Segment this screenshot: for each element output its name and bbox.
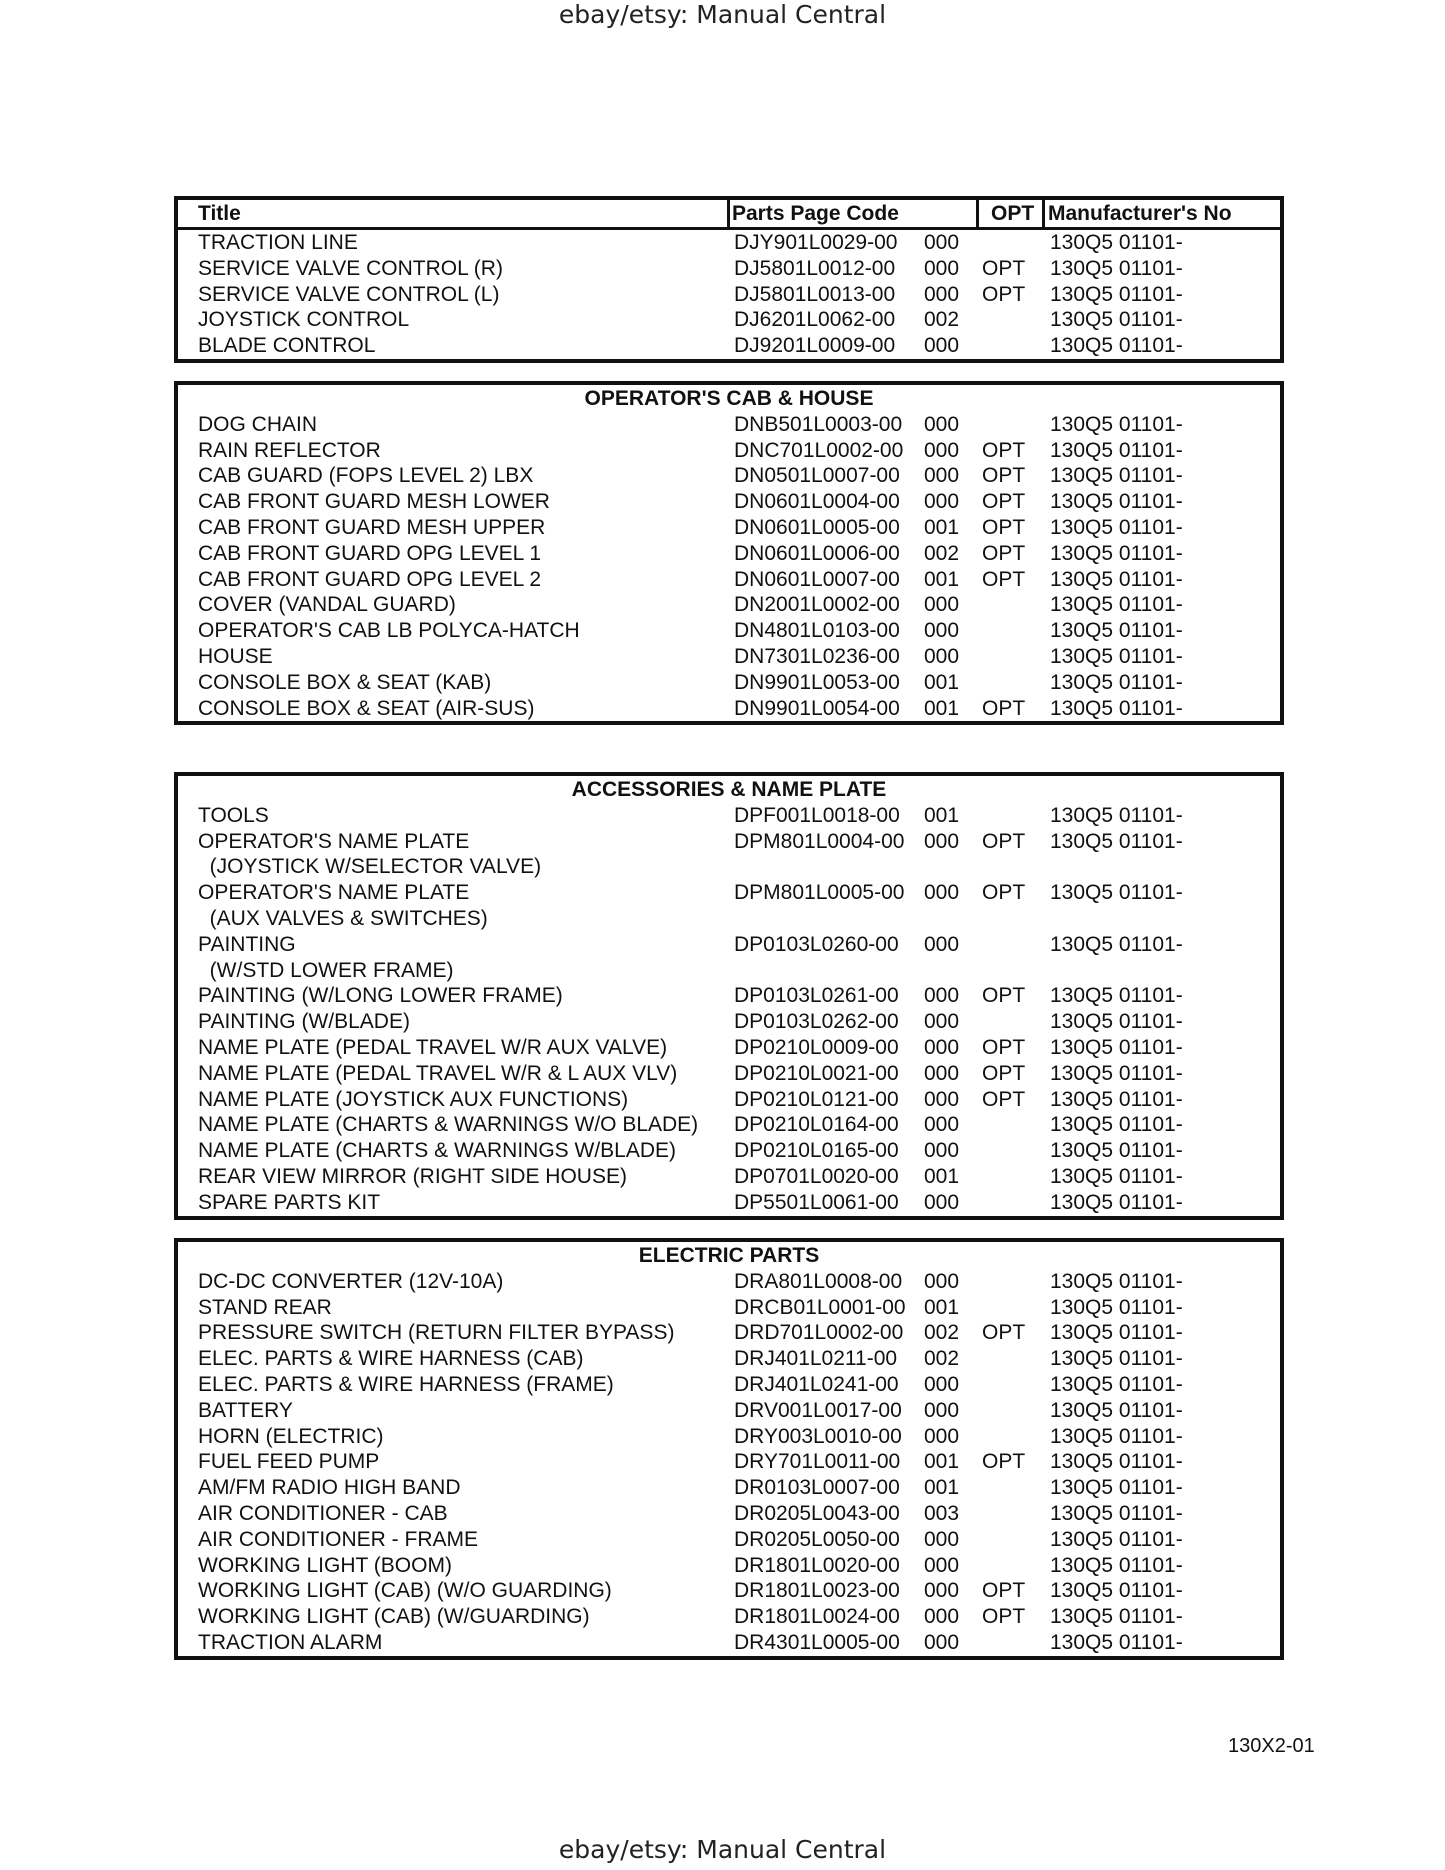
manufacturer-no: 130Q5 01101-: [1050, 1553, 1183, 1577]
opt-flag: OPT: [982, 1605, 1026, 1629]
table-row: [178, 463, 1280, 489]
part-title: PAINTING (W/BLADE): [198, 1010, 410, 1034]
part-code: DR1801L0023-00: [734, 1579, 900, 1603]
page-code: 000: [924, 1579, 960, 1603]
part-title: TOOLS: [198, 803, 269, 827]
column-mfr: Manufacturer's No: [1048, 202, 1232, 225]
table-row: [178, 1164, 1280, 1190]
manufacturer-no: 130Q5 01101-: [1050, 1605, 1183, 1629]
opt-flag: OPT: [982, 1061, 1026, 1085]
part-title: SERVICE VALVE CONTROL (R): [198, 256, 503, 280]
part-title: PAINTING: [198, 932, 296, 956]
column-opt: OPT: [991, 202, 1035, 225]
table-row: [178, 541, 1280, 567]
page-code: 000: [924, 490, 960, 514]
part-title: WORKING LIGHT (BOOM): [198, 1553, 452, 1577]
table-row: [178, 567, 1280, 593]
page-code: 000: [924, 438, 960, 462]
page-code: 000: [924, 1372, 960, 1396]
manufacturer-no: 130Q5 01101-: [1050, 803, 1183, 827]
manufacturer-no: 130Q5 01101-: [1050, 1450, 1183, 1474]
parts-table-cab-house: [174, 381, 1284, 725]
part-code: DRJ401L0241-00: [734, 1372, 899, 1396]
part-title: OPERATOR'S NAME PLATE: [198, 829, 470, 853]
section-title: ELECTRIC PARTS: [638, 1244, 820, 1267]
table-row: [178, 1424, 1280, 1450]
part-title: TRACTION ALARM: [198, 1630, 383, 1654]
page-code: 000: [924, 231, 960, 254]
table-row: [178, 412, 1280, 438]
part-code: DRA801L0008-00: [734, 1269, 903, 1293]
part-code: DPM801L0005-00: [734, 881, 905, 905]
manufacturer-no: 130Q5 01101-: [1050, 984, 1183, 1008]
manufacturer-no: 130Q5 01101-: [1050, 1476, 1183, 1500]
page-code: 001: [924, 696, 960, 720]
manufacturer-no: 130Q5 01101-: [1050, 1269, 1183, 1293]
part-title: DC-DC CONVERTER (12V-10A): [198, 1269, 504, 1293]
page-code: 000: [924, 334, 960, 358]
part-title: NAME PLATE (PEDAL TRAVEL W/R & L AUX VLV): [198, 1061, 678, 1085]
part-code: DN9901L0054-00: [734, 696, 900, 720]
table-row: [178, 1372, 1280, 1398]
part-code: DN7301L0236-00: [734, 644, 900, 668]
part-code: DN2001L0002-00: [734, 593, 900, 617]
part-code: DJ5801L0013-00: [734, 282, 896, 306]
page-code: 000: [924, 1269, 960, 1293]
opt-flag: OPT: [982, 1087, 1026, 1111]
table-row: [178, 230, 1280, 256]
manufacturer-no: 130Q5 01101-: [1050, 1035, 1183, 1059]
table-row: [178, 1449, 1280, 1475]
opt-flag: OPT: [982, 881, 1026, 905]
part-title: CONSOLE BOX & SEAT (KAB): [198, 670, 492, 694]
manufacturer-no: 130Q5 01101-: [1050, 1295, 1183, 1319]
table-row: [178, 1604, 1280, 1630]
part-code: DJ6201L0062-00: [734, 308, 896, 332]
manufacturer-no: 130Q5 01101-: [1050, 515, 1183, 539]
table-row: [178, 1112, 1280, 1138]
page-code: 000: [924, 1424, 960, 1448]
page-code: 000: [924, 1061, 960, 1085]
page-code: 000: [924, 1035, 960, 1059]
page-code: 002: [924, 541, 960, 565]
part-code: DR1801L0020-00: [734, 1553, 900, 1577]
page-code: 001: [924, 670, 960, 694]
table-row: [178, 803, 1280, 829]
table-row: [178, 1009, 1280, 1035]
table-row: [178, 829, 1280, 855]
table-row: [178, 1578, 1280, 1604]
table-row: [178, 854, 1280, 880]
page-code: 000: [924, 1010, 960, 1034]
part-title: PAINTING (W/LONG LOWER FRAME): [198, 984, 563, 1008]
page-code: 000: [924, 1630, 960, 1654]
table-row: [178, 1398, 1280, 1424]
part-title: JOYSTICK CONTROL: [198, 308, 410, 332]
part-title: CAB FRONT GUARD MESH UPPER: [198, 515, 546, 539]
part-title: ELEC. PARTS & WIRE HARNESS (CAB): [198, 1347, 584, 1371]
table-row: [178, 1501, 1280, 1527]
opt-flag: OPT: [982, 438, 1026, 462]
table-row: [178, 932, 1280, 958]
part-code: DRJ401L0211-00: [734, 1347, 898, 1371]
manufacturer-no: 130Q5 01101-: [1050, 696, 1183, 720]
part-title: TRACTION LINE: [198, 231, 358, 254]
table-row: [178, 333, 1280, 359]
part-code: DP0210L0165-00: [734, 1139, 899, 1163]
page-code: 000: [924, 984, 960, 1008]
manufacturer-no: 130Q5 01101-: [1050, 1061, 1183, 1085]
page-code: 000: [924, 1190, 960, 1214]
page-code: 000: [924, 1087, 960, 1111]
manufacturer-no: 130Q5 01101-: [1050, 593, 1183, 617]
table-row: [178, 489, 1280, 515]
manufacturer-no: 130Q5 01101-: [1050, 1347, 1183, 1371]
part-code: DN4801L0103-00: [734, 619, 900, 643]
part-title: HOUSE: [198, 644, 273, 668]
manufacturer-no: 130Q5 01101-: [1050, 231, 1183, 254]
part-title: BLADE CONTROL: [198, 334, 376, 358]
part-code: DNB501L0003-00: [734, 412, 903, 436]
part-title: OPERATOR'S CAB LB POLYCA-HATCH: [198, 619, 580, 643]
opt-flag: OPT: [982, 515, 1026, 539]
manufacturer-no: 130Q5 01101-: [1050, 282, 1183, 306]
part-title: NAME PLATE (CHARTS & WARNINGS W/BLADE): [198, 1139, 677, 1163]
part-code: DJ5801L0012-00: [734, 256, 896, 280]
page-number: 130X2-01: [1228, 1735, 1315, 1757]
opt-flag: OPT: [982, 829, 1026, 853]
part-code: DP0701L0020-00: [734, 1164, 899, 1188]
table-row: [178, 1087, 1280, 1113]
page-code: 000: [924, 619, 960, 643]
part-title: OPERATOR'S NAME PLATE: [198, 881, 470, 905]
manufacturer-no: 130Q5 01101-: [1050, 1113, 1183, 1137]
part-title: SERVICE VALVE CONTROL (L): [198, 282, 500, 306]
page-code: 000: [924, 1553, 960, 1577]
page-code: 000: [924, 1398, 960, 1422]
table-row: [178, 282, 1280, 308]
page-code: 002: [924, 1321, 960, 1345]
page-code: 000: [924, 464, 960, 488]
opt-flag: OPT: [982, 1035, 1026, 1059]
section-title: OPERATOR'S CAB & HOUSE: [584, 387, 874, 410]
manufacturer-no: 130Q5 01101-: [1050, 829, 1183, 853]
manufacturer-no: 130Q5 01101-: [1050, 1579, 1183, 1603]
manufacturer-no: 130Q5 01101-: [1050, 1398, 1183, 1422]
manufacturer-no: 130Q5 01101-: [1050, 1501, 1183, 1525]
part-title: HORN (ELECTRIC): [198, 1424, 384, 1448]
manufacturer-no: 130Q5 01101-: [1050, 1164, 1183, 1188]
manufacturer-no: 130Q5 01101-: [1050, 1372, 1183, 1396]
table-row: [178, 670, 1280, 696]
part-code: DR4301L0005-00: [734, 1630, 900, 1654]
part-title: (AUX VALVES & SWITCHES): [198, 906, 488, 930]
part-code: DN0501L0007-00: [734, 464, 900, 488]
part-code: DP0210L0009-00: [734, 1035, 899, 1059]
opt-flag: OPT: [982, 567, 1026, 591]
table-row: [178, 1269, 1280, 1295]
manufacturer-no: 130Q5 01101-: [1050, 438, 1183, 462]
page-code: 000: [924, 1527, 960, 1551]
table-row: [178, 906, 1280, 932]
part-title: FUEL FEED PUMP: [198, 1450, 380, 1474]
opt-flag: OPT: [982, 256, 1026, 280]
table-row: [178, 592, 1280, 618]
page-code: 001: [924, 803, 960, 827]
part-title: AIR CONDITIONER - FRAME: [198, 1527, 479, 1551]
part-title: COVER (VANDAL GUARD): [198, 593, 456, 617]
manufacturer-no: 130Q5 01101-: [1050, 1424, 1183, 1448]
part-code: DR0205L0050-00: [734, 1527, 900, 1551]
table-row: [178, 307, 1280, 333]
part-code: DP0210L0164-00: [734, 1113, 899, 1137]
opt-flag: OPT: [982, 282, 1026, 306]
page-code: 000: [924, 881, 960, 905]
column-title: Title: [198, 202, 241, 225]
part-code: DN9901L0053-00: [734, 670, 900, 694]
part-code: DR1801L0024-00: [734, 1605, 900, 1629]
opt-flag: OPT: [982, 696, 1026, 720]
part-code: DP0210L0021-00: [734, 1061, 899, 1085]
table-row: [178, 438, 1280, 464]
opt-flag: OPT: [982, 464, 1026, 488]
page-code: 000: [924, 932, 960, 956]
table-row: [178, 1035, 1280, 1061]
part-code: DRCB01L0001-00: [734, 1295, 906, 1319]
manufacturer-no: 130Q5 01101-: [1050, 1630, 1183, 1654]
manufacturer-no: 130Q5 01101-: [1050, 334, 1183, 358]
page-code: 001: [924, 1295, 960, 1319]
part-code: DPF001L0018-00: [734, 803, 900, 827]
manufacturer-no: 130Q5 01101-: [1050, 881, 1183, 905]
page-code: 001: [924, 1164, 960, 1188]
part-title: CONSOLE BOX & SEAT (AIR-SUS): [198, 696, 535, 720]
part-title: (JOYSTICK W/SELECTOR VALVE): [198, 855, 542, 879]
manufacturer-no: 130Q5 01101-: [1050, 464, 1183, 488]
page-code: 001: [924, 515, 960, 539]
part-title: WORKING LIGHT (CAB) (W/GUARDING): [198, 1605, 590, 1629]
manufacturer-no: 130Q5 01101-: [1050, 644, 1183, 668]
table-row: [178, 1630, 1280, 1656]
manufacturer-no: 130Q5 01101-: [1050, 670, 1183, 694]
opt-flag: OPT: [982, 984, 1026, 1008]
section-title: ACCESSORIES & NAME PLATE: [571, 778, 887, 801]
manufacturer-no: 130Q5 01101-: [1050, 1527, 1183, 1551]
part-code: DP0210L0121-00: [734, 1087, 899, 1111]
table-row: [178, 958, 1280, 984]
manufacturer-no: 130Q5 01101-: [1050, 1190, 1183, 1214]
page-code: 000: [924, 593, 960, 617]
part-code: DP0103L0261-00: [734, 984, 899, 1008]
column-code: Parts Page Code: [732, 202, 899, 225]
opt-flag: OPT: [982, 541, 1026, 565]
table-row: [178, 515, 1280, 541]
manufacturer-no: 130Q5 01101-: [1050, 308, 1183, 332]
part-title: BATTERY: [198, 1398, 293, 1422]
part-title: CAB GUARD (FOPS LEVEL 2) LBX: [198, 464, 534, 488]
opt-flag: OPT: [982, 1579, 1026, 1603]
part-code: DR0205L0043-00: [734, 1501, 900, 1525]
page-code: 000: [924, 644, 960, 668]
table-row: [178, 1346, 1280, 1372]
manufacturer-no: 130Q5 01101-: [1050, 1087, 1183, 1111]
table-row: [178, 880, 1280, 906]
page-code: 001: [924, 567, 960, 591]
table-row: [178, 696, 1280, 722]
manufacturer-no: 130Q5 01101-: [1050, 256, 1183, 280]
page-code: 003: [924, 1501, 960, 1525]
manufacturer-no: 130Q5 01101-: [1050, 932, 1183, 956]
part-title: WORKING LIGHT (CAB) (W/O GUARDING): [198, 1579, 612, 1603]
manufacturer-no: 130Q5 01101-: [1050, 1321, 1183, 1345]
part-code: DR0103L0007-00: [734, 1476, 900, 1500]
part-title: (W/STD LOWER FRAME): [198, 958, 454, 982]
part-code: DP0103L0260-00: [734, 932, 899, 956]
part-code: DP0103L0262-00: [734, 1010, 899, 1034]
manufacturer-no: 130Q5 01101-: [1050, 619, 1183, 643]
part-code: DNC701L0002-00: [734, 438, 904, 462]
table-row: [178, 1295, 1280, 1321]
part-title: PRESSURE SWITCH (RETURN FILTER BYPASS): [198, 1321, 675, 1345]
part-code: DPM801L0004-00: [734, 829, 905, 853]
part-title: NAME PLATE (CHARTS & WARNINGS W/O BLADE): [198, 1113, 699, 1137]
part-title: STAND REAR: [198, 1295, 332, 1319]
part-title: SPARE PARTS KIT: [198, 1190, 381, 1214]
part-code: DN0601L0005-00: [734, 515, 900, 539]
part-title: REAR VIEW MIRROR (RIGHT SIDE HOUSE): [198, 1164, 627, 1188]
part-code: DJ9201L0009-00: [734, 334, 896, 358]
part-title: DOG CHAIN: [198, 412, 318, 436]
part-code: DRY003L0010-00: [734, 1424, 902, 1448]
parts-table-accessories: [174, 772, 1284, 1220]
watermark-top: ebay/etsy: Manual Central: [558, 0, 887, 29]
table-row: [178, 644, 1280, 670]
page-code: 002: [924, 308, 960, 332]
page-code: 000: [924, 256, 960, 280]
part-code: DN0601L0004-00: [734, 490, 900, 514]
parts-table-electric: [174, 1238, 1284, 1660]
part-code: DRD701L0002-00: [734, 1321, 904, 1345]
page-code: 001: [924, 1450, 960, 1474]
column-header: [178, 200, 1280, 230]
manufacturer-no: 130Q5 01101-: [1050, 1139, 1183, 1163]
table-row: [178, 1061, 1280, 1087]
part-code: DN0601L0007-00: [734, 567, 900, 591]
parts-table-general: [174, 196, 1284, 363]
manufacturer-no: 130Q5 01101-: [1050, 490, 1183, 514]
manufacturer-no: 130Q5 01101-: [1050, 412, 1183, 436]
opt-flag: OPT: [982, 1450, 1026, 1474]
part-code: DRV001L0017-00: [734, 1398, 902, 1422]
manufacturer-no: 130Q5 01101-: [1050, 1010, 1183, 1034]
part-code: DP5501L0061-00: [734, 1190, 899, 1214]
table-row: [178, 983, 1280, 1009]
table-row: [178, 618, 1280, 644]
page-code: 000: [924, 412, 960, 436]
part-code: DN0601L0006-00: [734, 541, 900, 565]
table-row: [178, 1475, 1280, 1501]
part-title: AM/FM RADIO HIGH BAND: [198, 1476, 461, 1500]
page-code: 000: [924, 282, 960, 306]
opt-flag: OPT: [982, 1321, 1026, 1345]
part-title: CAB FRONT GUARD OPG LEVEL 2: [198, 567, 542, 591]
page-code: 001: [924, 1476, 960, 1500]
manufacturer-no: 130Q5 01101-: [1050, 567, 1183, 591]
table-row: [178, 1190, 1280, 1216]
page-code: 000: [924, 1139, 960, 1163]
part-title: ELEC. PARTS & WIRE HARNESS (FRAME): [198, 1372, 614, 1396]
part-title: CAB FRONT GUARD MESH LOWER: [198, 490, 550, 514]
part-title: AIR CONDITIONER - CAB: [198, 1501, 448, 1525]
part-title: RAIN REFLECTOR: [198, 438, 381, 462]
table-row: [178, 1138, 1280, 1164]
table-row: [178, 1553, 1280, 1579]
part-title: CAB FRONT GUARD OPG LEVEL 1: [198, 541, 542, 565]
page-code: 000: [924, 829, 960, 853]
table-row: [178, 1320, 1280, 1346]
opt-flag: OPT: [982, 490, 1026, 514]
part-title: NAME PLATE (JOYSTICK AUX FUNCTIONS): [198, 1087, 629, 1111]
part-code: DJY901L0029-00: [734, 231, 898, 254]
watermark-bottom: ebay/etsy: Manual Central: [558, 1835, 887, 1864]
part-title: NAME PLATE (PEDAL TRAVEL W/R AUX VALVE): [198, 1035, 668, 1059]
page-code: 000: [924, 1605, 960, 1629]
table-row: [178, 256, 1280, 282]
table-row: [178, 1527, 1280, 1553]
part-code: DRY701L0011-00: [734, 1450, 901, 1474]
page-code: 002: [924, 1347, 960, 1371]
page-code: 000: [924, 1113, 960, 1137]
manufacturer-no: 130Q5 01101-: [1050, 541, 1183, 565]
